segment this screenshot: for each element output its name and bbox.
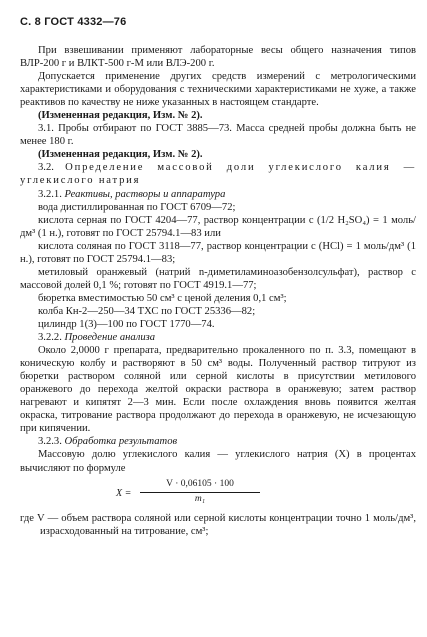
section-title: Определение массовой доли углекислого калия — углекислого натрия [20, 162, 416, 187]
reagent-sulfuric-acid: кислота серная по ГОСТ 4204—77, раствор концентрации с (1/2 H₂SO₄) = 1 моль/дм³ (1 н.), готовят по ГОСТ 25794.1—83 или [20, 214, 416, 239]
formula-denominator: m₁ [194, 493, 206, 504]
formula-lhs: X = [116, 487, 132, 499]
amendment-note: (Измененная редакция, Изм. № 2). [38, 149, 203, 161]
section-3-2-1-heading [20, 188, 416, 201]
formula-numerator: V · 0,06105 · 100 [140, 478, 260, 493]
formula [20, 478, 416, 508]
apparatus-flask: колба Кн-2—250—34 ТХС по ГОСТ 25336—82; [38, 305, 256, 317]
calculation-intro: Массовую долю углекислого калия — углекислого натрия (X) в процентах вычисляют по формуле [20, 449, 416, 474]
apparatus-burette: бюретка вместимостью 50 см³ с ценой деления 0,1 см³; [38, 292, 287, 304]
text-column [20, 44, 416, 538]
section-number: 3.2.1. [38, 188, 62, 200]
section-3-2-heading [20, 161, 416, 187]
reagent-hydrochloric-acid: кислота соляная по ГОСТ 3118—77, раствор концентрации с (HCl) = 1 моль/дм³ (1 н.), готовят по ГОСТ 25794.1—83; [20, 240, 416, 265]
formula-legend: где V — объем раствора соляной или серной кислоты концентрации точно 1 моль/дм³, израсходованный на титрование, см³; [20, 512, 416, 537]
apparatus-cylinder: цилиндр 1(3)—100 по ГОСТ 1770—74. [38, 318, 215, 330]
section-title: Реактивы, растворы и аппаратура [64, 188, 226, 200]
formula-fraction [140, 478, 260, 506]
reagent-water: вода дистиллированная по ГОСТ 6709—72; [38, 201, 236, 213]
analysis-procedure: Около 2,0000 г препарата, предварительно прокаленного по п. 3.3, помещают в коническую колбу и растворяют в 50 см³ воды. Полученный раствор титруют из бюретки раствором соляной или серной кислоты в присутствии метилового оранжевого до перехода желтой окраски раствора в оранжевую; затем раствор нагревают и кипятят 2—3 мин. Если после охлаждения вновь появится желтая окраска, титрование раствора продолжают до перехода в оранжевую, не исчезающую при кипячении. [20, 345, 416, 435]
section-number: 3.2.3. [38, 436, 62, 448]
amendment-note: (Измененная редакция, Изм. № 2). [38, 110, 203, 122]
section-3-2-2-heading [20, 331, 416, 344]
paragraph-other-instruments: Допускается применение других средств измерений с метрологическими характеристиками и оборудования с техническими характеристиками не хуже, а также реактивов по качеству не ниже указанных в настоящем стандарте. [20, 71, 416, 109]
section-title: Проведение анализа [64, 332, 156, 344]
reagent-methyl-orange: метиловый оранжевый (натрий n-диметиламиноазобензолсульфат), раствор с массовой долей 0,1 %; готовят по ГОСТ 4919.1—77; [20, 266, 416, 291]
page-header: С. 8 ГОСТ 4332—76 [20, 16, 127, 28]
section-3-2-3-heading [20, 435, 416, 448]
paragraph-3-1: 3.1. Пробы отбирают по ГОСТ 3885—73. Масса средней пробы должна быть не менее 180 г. [20, 123, 416, 148]
section-number: 3.2.2. [38, 332, 62, 344]
section-title: Обработка результатов [64, 436, 178, 448]
paragraph-scales: При взвешивании применяют лабораторные весы общего назначения типов ВЛР-200 г и ВЛКТ-500 г-М или ВЛЭ-200 г. [20, 45, 416, 70]
section-number: 3.2. [38, 162, 54, 174]
